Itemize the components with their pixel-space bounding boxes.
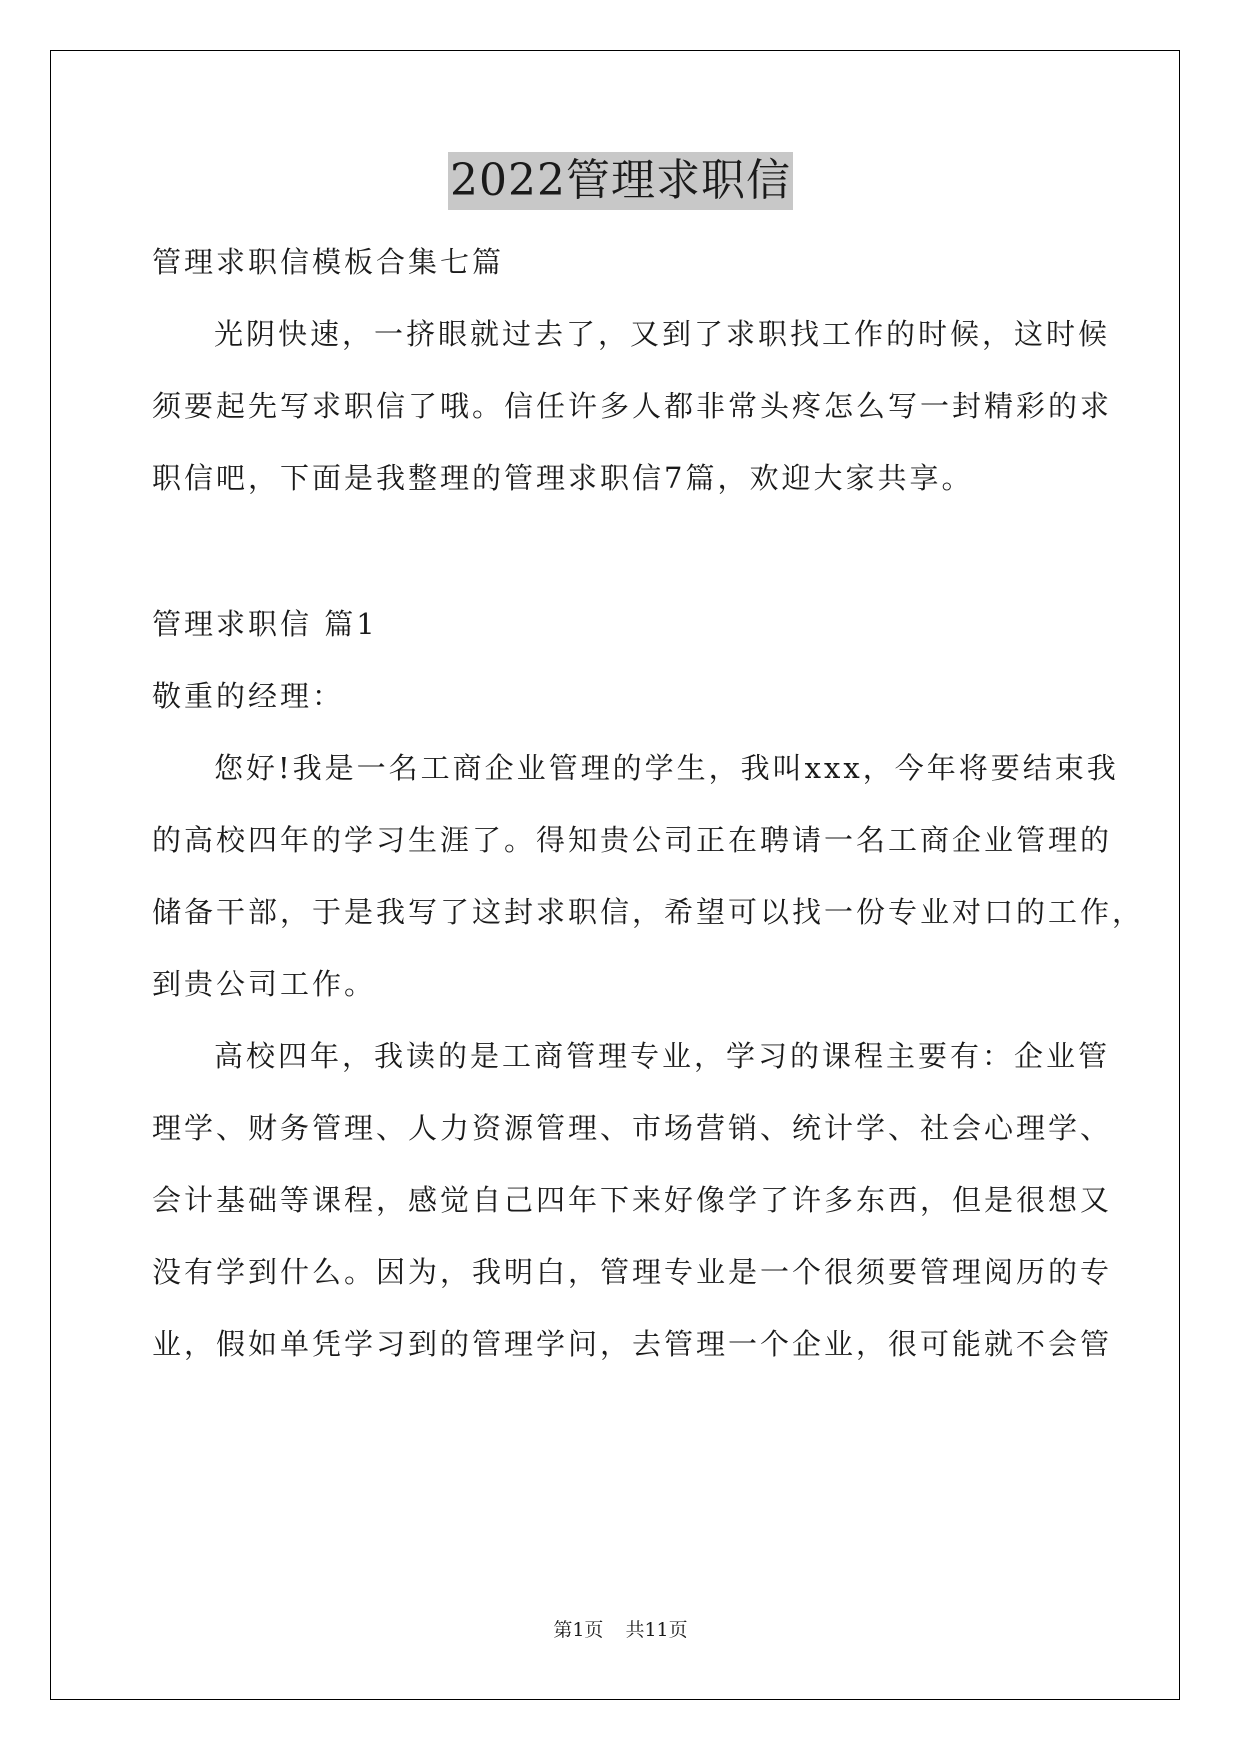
paragraph-line: 没有学到什么。因为，我明白，管理专业是一个很须要管理阅历的专 [152,1255,1113,1289]
title-container [0,152,1241,210]
document-title: 2022管理求职信 [448,152,793,210]
salutation: 敬重的经理： [152,679,345,713]
page-total: 共11页 [625,1619,688,1641]
paragraph-line: 高校四年，我读的是工商管理专业，学习的课程主要有：企业管 [214,1039,1111,1073]
paragraph-line: 须要起先写求职信了哦。信任许多人都非常头疼怎么写一封精彩的求 [152,389,1113,423]
page-footer [0,1618,1241,1642]
paragraph-line: 业，假如单凭学习到的管理学问，去管理一个企业，很可能就不会管 [152,1327,1113,1361]
page-border [50,50,1180,1700]
paragraph-line: 光阴快速，一挤眼就过去了，又到了求职找工作的时候，这时候 [214,317,1111,351]
paragraph-line: 理学、财务管理、人力资源管理、市场营销、统计学、社会心理学、 [152,1111,1113,1145]
section-heading: 管理求职信 篇1 [152,607,378,641]
paragraph-line: 的高校四年的学习生涯了。得知贵公司正在聘请一名工商企业管理的 [152,823,1113,857]
paragraph-line: 储备干部，于是我写了这封求职信，希望可以找一份专业对口的工作， [152,895,1145,929]
page-number: 第1页 [553,1619,604,1641]
paragraph-line: 会计基础等课程，感觉自己四年下来好像学了许多东西，但是很想又 [152,1183,1113,1217]
paragraph-line: 您好!我是一名工商企业管理的学生，我叫xxx，今年将要结束我 [214,751,1119,785]
document-subtitle: 管理求职信模板合集七篇 [152,245,505,279]
paragraph-line: 到贵公司工作。 [152,967,377,1001]
paragraph-line: 职信吧，下面是我整理的管理求职信7篇，欢迎大家共享。 [152,461,974,495]
